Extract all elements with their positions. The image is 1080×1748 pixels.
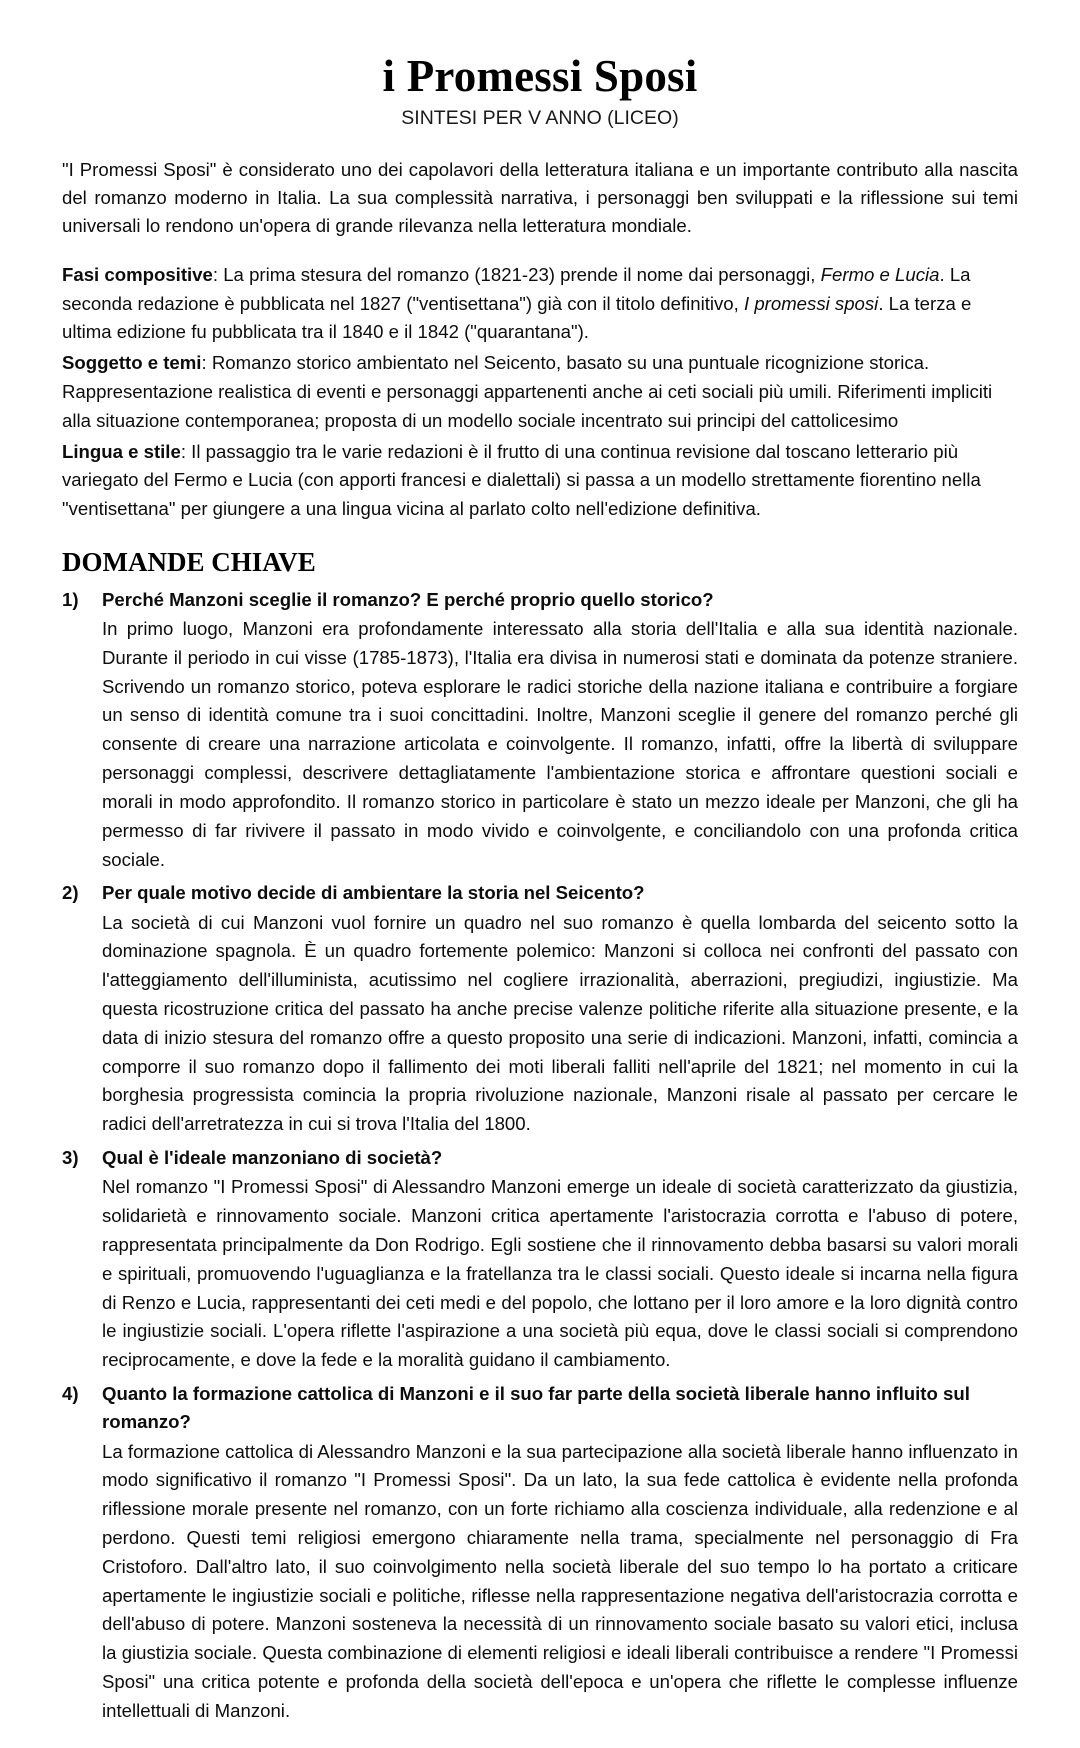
fact-lead: Lingua e stile xyxy=(62,440,181,462)
page-subtitle: SINTESI PER V ANNO (LICEO) xyxy=(401,106,679,129)
fact-text xyxy=(62,441,981,520)
fact-separator: : xyxy=(201,352,212,374)
answer-text: La società di cui Manzoni vuol fornire un quadro nel suo romanzo è quella lombarda del seicento sotto la dominazione spagnola. È un quadro fortemente polemico: Manzoni si colloca nei confronti del passato con l'atteggiamento dell'illuminista, acutissimo nel cogliere irrazionalità, aberrazioni, pregiudizi, ingiustizie. Ma questa ricostruzione critica del passato ha anche precise valenze politiche riferite alla situazione presente, e la data di inizio stesura del romanzo offre a questo proposito una serie di indicazioni. Manzoni, infatti, comincia a comporre il suo romanzo dopo il fallimento dei moti liberali falliti nell'aprile del 1821; nel momento in cui la borghesia progressista comincia la propria rivoluzione nazionale, Manzoni risale al passato per cercare le radici dell'arretratezza in cui si trova l'Italia del 1800. xyxy=(102,911,1018,1135)
title-block xyxy=(62,52,1018,130)
question-number: 3) xyxy=(62,1147,79,1169)
question-number: 1) xyxy=(62,588,79,610)
text-run: . La seconda redazione è pubblicata nel 1827 ("ventisettana") già con il titolo definitivo, xyxy=(62,263,971,314)
text-run: . La terza e ultima edizione fu pubblicata tra il 1840 e il 1842 ("quarantana"). xyxy=(62,292,972,343)
question-item xyxy=(62,879,1018,1139)
page-title: i Promessi Sposi xyxy=(382,51,698,101)
fact-separator: : xyxy=(180,440,192,462)
question-item xyxy=(62,1144,1018,1375)
question-number: 2) xyxy=(62,882,79,904)
question-text: Perché Manzoni sceglie il romanzo? E perché proprio quello storico? xyxy=(102,588,714,610)
italic-run: Fermo e Lucia xyxy=(820,263,940,285)
question-text: Quanto la formazione cattolica di Manzoni e il suo far parte della società liberale hanno influito sul romanzo? xyxy=(102,1383,970,1433)
section-heading-domande-chiave: DOMANDE CHIAVE xyxy=(62,547,316,578)
fact-paragraph xyxy=(62,438,1018,524)
question-text: Qual è l'ideale manzoniano di società? xyxy=(102,1147,443,1169)
facts-block xyxy=(62,261,1018,524)
question-text: Per quale motivo decide di ambientare la storia nel Seicento? xyxy=(102,882,645,904)
fact-lead: Soggetto e temi xyxy=(62,352,202,374)
answer-text: In primo luogo, Manzoni era profondamente interessato alla storia dell'Italia e alla sua identità nazionale. Durante il periodo in cui visse (1785-1873), l'Italia era divisa in numerosi stati e dominata da potenze straniere. Scrivendo un romanzo storico, poteva esplorare le radici storiche della nazione italiana e contribuire a forgiare un senso di identità comune tra i suoi concittadini. Inoltre, Manzoni sceglie il genere del romanzo perché gli consente di creare una narrazione articolata e coinvolgente. Il romanzo, infatti, offre la libertà di sviluppare personaggi complessi, descrivere dettagliatamente l'ambientazione storica e affrontare questioni sociali e morali in modo approfondito. Il romanzo storico in particolare è stato un mezzo ideale per Manzoni, che gli ha permesso di far rivivere il passato in modo vivido e coinvolgente, e conciliandolo con una profonda critica sociale. xyxy=(102,618,1018,870)
questions-list xyxy=(62,586,1018,1726)
answer-text: Nel romanzo "I Promessi Sposi" di Alessandro Manzoni emerge un ideale di società caratterizzato da giustizia, solidarietà e rinnovamento sociale. Manzoni critica apertamente l'aristocrazia corrotta e l'abuso di potere, rappresentata principalmente da Don Rodrigo. Egli sostiene che il rinnovamento debba basarsi su valori morali e spirituali, promuovendo l'uguaglianza e la fratellanza tra le classi sociali. Questo ideale si incarna nella figura di Renzo e Lucia, rappresentanti dei ceti medi e del popolo, che lottano per il loro amore e la loro dignità contro le ingiustizie sociali. L'opera riflette l'aspirazione a una società più equa, dove le classi sociali si comprendono reciprocamente, e dove la fede e la moralità guidano il cambiamento. xyxy=(102,1176,1018,1371)
text-run: La prima stesura del romanzo (1821-23) prende il nome dai personaggi, xyxy=(223,263,821,285)
question-item xyxy=(62,586,1018,875)
text-run: Il passaggio tra le varie redazioni è il frutto di una continua revisione dal toscano letterario più variegato del Fermo e Lucia (con apporti francesi e dialettali) si passa a un modello strettamente fiorentino nella "ventisettana" per giungere a una lingua vicina al parlato colto nell'edizione definitiva. xyxy=(62,440,981,520)
answer-text: La formazione cattolica di Alessandro Manzoni e la sua partecipazione alla società liberale hanno influenzato in modo significativo il romanzo "I Promessi Sposi". Da un lato, la sua fede cattolica è evidente nella profonda riflessione morale presente nel romanzo, con un forte richiamo alla coscienza individuale, alla redenzione e al perdono. Questi temi religiosi emergono chiaramente nella trama, specialmente nel personaggio di Fra Cristoforo. Dall'altro lato, il suo coinvolgimento nella società liberale del suo tempo lo ha portato a criticare apertamente le ingiustizie sociali e politiche, riflesse nella rappresentazione negativa dell'aristocrazia corrotta e dell'abuso di potere. Manzoni sosteneva la necessità di un rinnovamento sociale basato su valori etici, inclusa la giustizia sociale. Questa combinazione di elementi religiosi e ideali liberali contribuisce a rendere "I Promessi Sposi" una critica potente e profonda della società dell'epoca e un'opera che riflette le complesse influenze intellettuali di Manzoni. xyxy=(102,1440,1018,1721)
fact-paragraph xyxy=(62,261,1018,347)
fact-separator: : xyxy=(212,263,224,285)
question-item xyxy=(62,1380,1018,1726)
intro-paragraph: "I Promessi Sposi" è considerato uno dei capolavori della letteratura italiana e un importante contributo alla nascita del romanzo moderno in Italia. La sua complessità narrativa, i personaggi ben sviluppati e la riflessione sui temi universali lo rendono un'opera di grande rilevanza nella letteratura mondiale. xyxy=(62,158,1018,237)
question-number: 4) xyxy=(62,1383,79,1405)
text-run: Romanzo storico ambientato nel Seicento, basato su una puntuale ricognizione storica. Rappresentazione realistica di eventi e personaggi appartenenti anche ai ceti sociali più umili. Riferimenti impliciti alla situazione contemporanea; proposta di un modello sociale incentrato sui principi del cattolicesimo xyxy=(62,352,993,431)
fact-lead: Fasi compositive xyxy=(62,263,213,285)
fact-paragraph xyxy=(62,349,1018,435)
italic-run: I promessi sposi xyxy=(743,292,879,314)
